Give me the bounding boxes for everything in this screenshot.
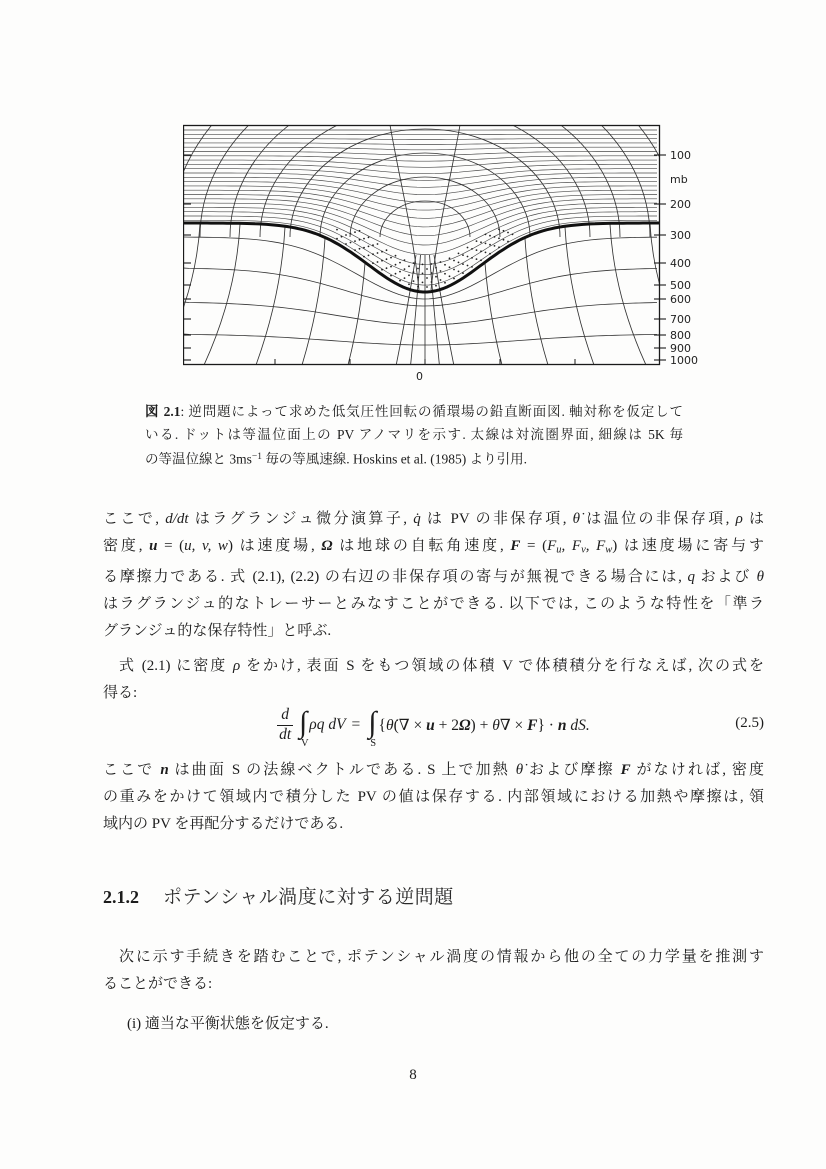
list-item-i: (i) 適当な平衡状態を仮定する. xyxy=(127,1016,329,1032)
text-line: 式 (2.1) に密度 ρ をかけ, 表面 S をもつ領域の体積 V で体積積分を行なえば, 次の式を xyxy=(119,658,764,674)
paragraph-4 xyxy=(103,944,764,998)
svg-text:400: 400 xyxy=(670,257,691,270)
figure-plot xyxy=(183,122,723,390)
figure-2-1 xyxy=(183,122,723,390)
caption-line: 図 2.1: 逆問題によって求めた低気圧性回転の循環場の鉛直断面図. 軸対称を仮定して xyxy=(145,404,684,419)
volume-integral: ∫ V xyxy=(299,706,309,749)
svg-text:700: 700 xyxy=(670,313,691,326)
equation-lhs: ρq dV xyxy=(309,716,346,733)
text-line: 域内の PV を再配分するだけである. xyxy=(103,816,344,832)
text-line: 次に示す手続きを踏むことで, ポテンシャル渦度の情報から他の全ての力学量を推測す xyxy=(119,949,764,965)
svg-text:500: 500 xyxy=(670,279,691,292)
surface-integral: ∫ S xyxy=(368,706,377,749)
svg-text:0: 0 xyxy=(416,370,423,383)
text-line: る摩擦力である. 式 (2.1), (2.2) の右辺の非保存項の寄与が無視できる場合には, q および θ xyxy=(103,568,764,585)
text-line: グランジュ的な保存特性」と呼ぶ. xyxy=(103,622,332,639)
figure-caption xyxy=(145,401,683,471)
text-line: ることができる: xyxy=(103,976,213,992)
equals-sign: = xyxy=(351,716,361,733)
paragraph-1 xyxy=(103,506,764,645)
paragraph-3 xyxy=(103,757,764,838)
caption-line: いる. ドットは等温位面上の PV アノマリを示す. 太線は対流圏界面, 細線は 5K 毎 xyxy=(145,426,683,442)
text-line: ここで n は曲面 S の法線ベクトルである. S 上で加熱 θ̇ および摩擦 F がなければ, 密度 xyxy=(103,762,764,778)
text-line: はラグランジュ的なトレーサーとみなすことができる. 以下では, このような特性を「準ラ xyxy=(103,595,764,612)
svg-text:100: 100 xyxy=(670,149,691,162)
svg-text:1000: 1000 xyxy=(670,354,698,367)
derivative-fraction xyxy=(277,707,293,743)
svg-text:mb: mb xyxy=(670,173,688,186)
equation-rhs: {θ̇(∇ × u + 2Ω) + θ∇ × F} · n dS. xyxy=(378,716,590,734)
fraction-denominator: dt xyxy=(279,725,292,743)
text-line: 密度, u = (u, v, w) は速度場, Ω は地球の自転角速度, F = (Fu, Fv, Fw) は速度場に寄与す xyxy=(103,538,764,556)
caption-line: の等温位線と $3ms^{-1}$ 毎の等風速線. Hoskins et al. (1985) より引用. xyxy=(145,451,528,467)
section-number: 2.1.2 xyxy=(103,887,139,907)
svg-text:300: 300 xyxy=(670,229,691,242)
text-line: 得る: xyxy=(103,685,138,701)
svg-text:600: 600 xyxy=(670,293,691,306)
section-title: ポテンシャル渦度に対する逆問題 xyxy=(163,887,454,908)
text-line: ここで, d/dt はラグランジュ微分演算子, q̇ は PV の非保存項, θ̇ は温位の非保存項, ρ は xyxy=(103,511,764,527)
svg-text:900: 900 xyxy=(670,342,691,355)
svg-text:200: 200 xyxy=(670,198,691,211)
section-heading-2-1-2 xyxy=(103,882,454,909)
fraction-numerator: d xyxy=(277,707,293,725)
svg-text:800: 800 xyxy=(670,329,691,342)
equation-number: (2.5) xyxy=(735,715,764,731)
equation-2-5 xyxy=(103,698,764,752)
text-line: の重みをかけて領域内で積分した PV の値は保存する. 内部領域における加熱や摩擦は, 領 xyxy=(103,789,764,805)
page-number: 8 xyxy=(409,1067,417,1083)
